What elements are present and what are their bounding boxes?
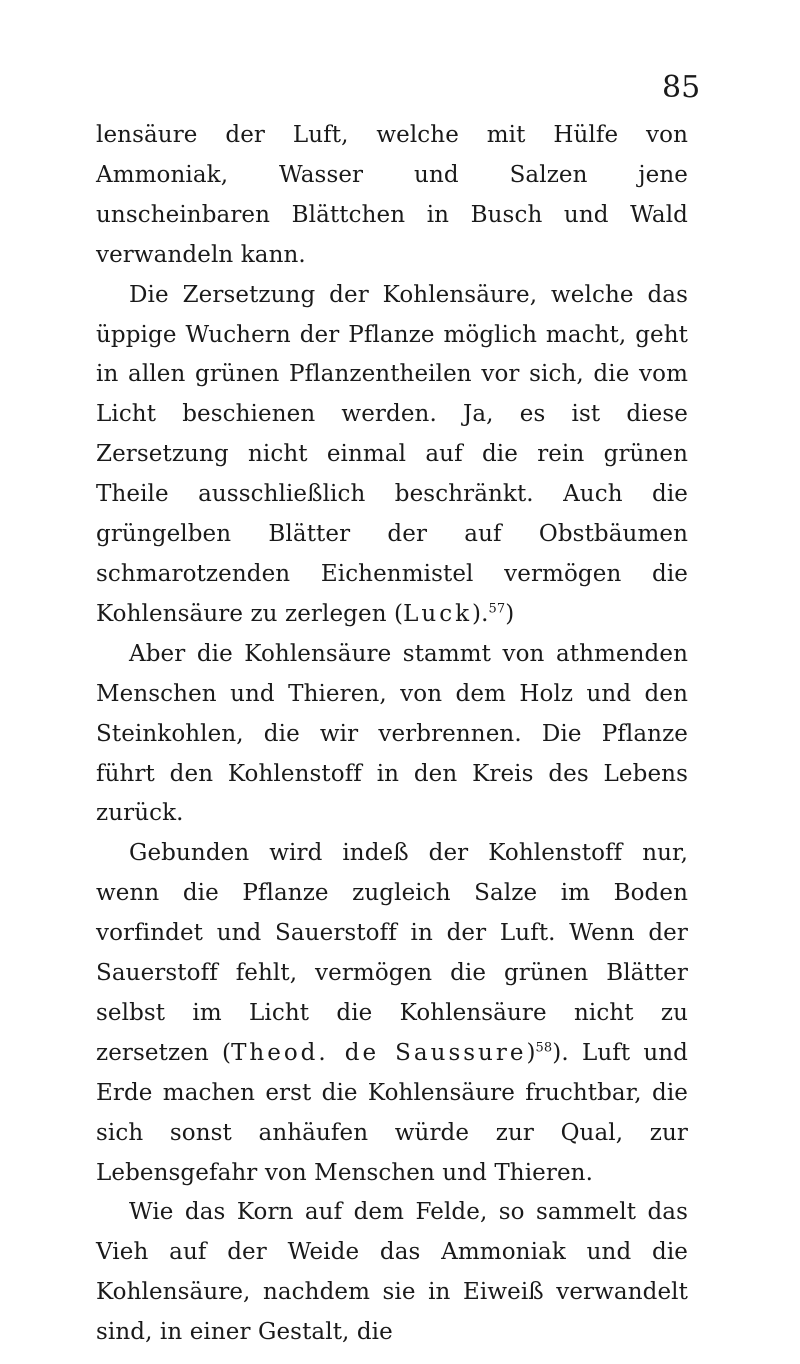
body-text [96,116,688,1353]
paragraph-5 [96,1193,688,1353]
paragraph-4: Gebunden wird indeß der Kohlenstoff nur, wenn die Pflanze zugleich Salze im Boden vorfindet und Sauerstoff in der Luft. Wenn der Sauerstoff fehlt, vermögen die grünen Blätter selbst im Licht die Kohlensäure nicht zu zersetzen (Theod. de Saussure)$^{58}$). Luft und Erde machen erst die Kohlensäure fruchtbar, die sich sonst anhäufen würde zur Qual, zur Lebensgefahr von Menschen und Thieren. [96,840,688,1186]
paragraph-3-text: Aber die Kohlensäure stammt von athmenden Menschen und Thieren, von dem Holz und den Steinkohlen, die wir verbrennen. Die Pflanze führt den Kohlenstoff in den Kreis des Lebens zurück. [96,640,688,827]
paragraph-4-text-a: Gebunden wird indeß der Kohlenstoff nur, wenn die Pflanze zugleich Salze im Boden vorfindet und Sauerstoff in der Luft. Wenn der Sauerstoff fehlt, vermögen die grünen Blätter selbst im Licht die Kohlensäure nicht zu zersetzen [96,840,688,1066]
paragraph-1 [96,116,688,276]
footnote-ref-58: 58 [535,1040,553,1056]
paragraph-1-text: lensäure der Luft, welche mit Hülfe von Ammoniak, Wasser und Salzen jene unscheinbaren Blättchen in Busch und Wald verwandeln kann. [96,122,688,268]
citation-saussure: Theod. de Saussure [231,1039,527,1066]
paragraph-2-tail: . [481,600,489,627]
paragraph-2-text: Die Zersetzung der Kohlensäure, welche das üppige Wuchern der Pflanze möglich macht, geht in allen grünen Pflanzentheilen vor sich, die vom Licht beschienen werden. Ja, es ist diese Zersetzung nicht einmal auf die rein grünen Theile ausschließlich beschränkt. Auch die grüngelben Blätter der auf Obstbäumen schmarotzenden Eichenmistel vermögen die Kohlensäure zu zerlegen [96,281,688,627]
paragraph-5-text: Wie das Korn auf dem Felde, so sammelt das Vieh auf der Weide das Ammoniak und die Kohlensäure, nachdem sie in Eiweiß verwandelt sind, in einer Gestalt, die [96,1199,688,1346]
page-number: 85 [662,70,701,105]
footnote-ref-57: 57 [488,601,506,617]
paragraph-3 [96,635,688,835]
paragraph-4-text-b: . Luft und Erde machen erst die Kohlensäure fruchtbar, die sich sonst anhäufen würde zur Qual, zur Lebensgefahr von Menschen und Thieren. [96,1039,688,1186]
paragraph-2: Die Zersetzung der Kohlensäure, welche das üppige Wuchern der Pflanze möglich macht, geht in allen grünen Pflanzentheilen vor sich, die vom Licht beschienen werden. Ja, es ist diese Zersetzung nicht einmal auf die rein grünen Theile ausschließlich beschränkt. Auch die grüngelben Blätter der auf Obstbäumen schmarotzenden Eichenmistel vermögen die Kohlensäure zu zerlegen (Luck).$^{57}$) [96,281,688,627]
citation-luck: Luck [403,600,473,627]
